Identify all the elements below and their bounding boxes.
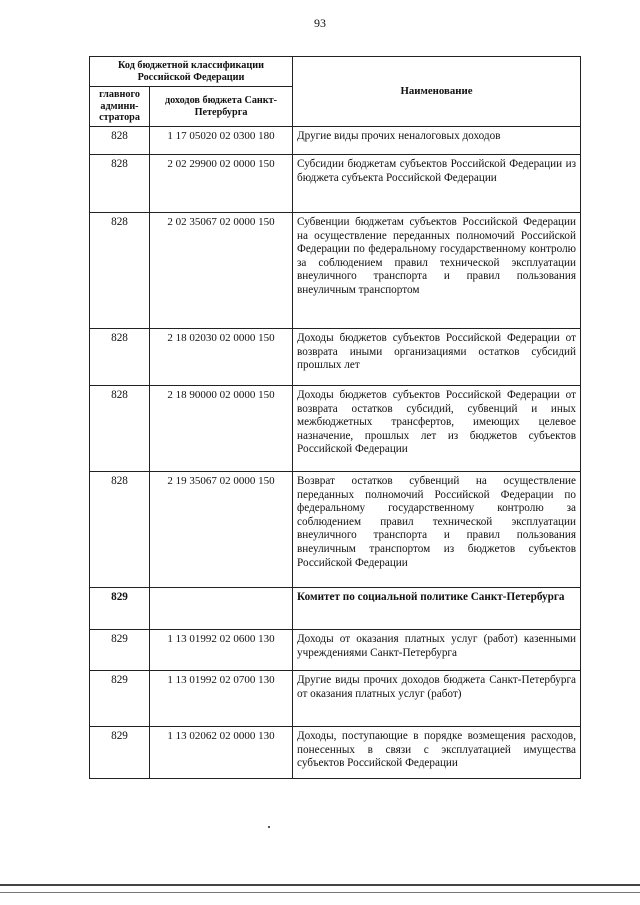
admin-code-cell: 829: [90, 727, 150, 779]
revenue-code-cell: 1 17 05020 02 0300 180: [150, 127, 293, 155]
admin-code-cell: 828: [90, 213, 150, 329]
header-classification-code: Код бюджетной классификации Российской Федерации: [90, 57, 293, 87]
revenue-code-cell: 2 18 02030 02 0000 150: [150, 329, 293, 386]
scan-speck: [268, 826, 270, 828]
revenue-name-cell: Возврат остатков субвенций на осуществление переданных полномочий Российской Федерации по федеральному государственному контролю за соблюдением правил технической эксплуатации внеуличного транспорта и правил пользования внеуличным транспортом из бюджетов субъектов Российской Федерации: [293, 472, 581, 588]
admin-code-cell: 829: [90, 630, 150, 671]
table-row: [90, 671, 581, 727]
admin-code-cell: 829: [90, 671, 150, 727]
table-row: [90, 329, 581, 386]
admin-code-cell: 828: [90, 386, 150, 472]
header-budget-revenue-code: доходов бюджета Санкт-Петербурга: [150, 87, 293, 127]
table-row: [90, 127, 581, 155]
header-name: Наименование: [293, 57, 581, 127]
revenue-name-cell: Другие виды прочих неналоговых доходов: [293, 127, 581, 155]
table-row: [90, 155, 581, 213]
budget-classification-table: [89, 56, 581, 779]
revenue-code-cell: 2 19 35067 02 0000 150: [150, 472, 293, 588]
revenue-name-cell: Доходы от оказания платных услуг (работ) казенными учреждениями Санкт-Петербурга: [293, 630, 581, 671]
revenue-name-cell: Субвенции бюджетам субъектов Российской Федерации на осуществление переданных полномочий Российской Федерации по федеральному государственному контролю за соблюдением правил технической эксплуатации внеуличного транспорта и правил пользования внеуличным транспортом: [293, 213, 581, 329]
revenue-code-cell: [150, 588, 293, 630]
admin-code-cell: 829: [90, 588, 150, 630]
admin-code-cell: 828: [90, 127, 150, 155]
table-row: [90, 213, 581, 329]
revenue-name-cell: Доходы бюджетов субъектов Российской Федерации от возврата иными организациями остатков субсидий прошлых лет: [293, 329, 581, 386]
header-chief-administrator: главного админи-стратора: [90, 87, 150, 127]
table-row-section-heading: [90, 588, 581, 630]
revenue-name-cell: Доходы бюджетов субъектов Российской Федерации от возврата остатков субсидий, субвенций и иных межбюджетных трансфертов, имеющих целевое назначение, прошлых лет из бюджетов субъектов Российской Федерации: [293, 386, 581, 472]
admin-code-cell: 828: [90, 472, 150, 588]
revenue-code-cell: 1 13 02062 02 0000 130: [150, 727, 293, 779]
revenue-name-cell: Другие виды прочих доходов бюджета Санкт-Петербурга от оказания платных услуг (работ): [293, 671, 581, 727]
revenue-name-cell: Комитет по социальной политике Санкт-Петербурга: [293, 588, 581, 630]
revenue-code-cell: 2 02 29900 02 0000 150: [150, 155, 293, 213]
table-row: [90, 386, 581, 472]
table-row: [90, 630, 581, 671]
revenue-code-cell: 2 18 90000 02 0000 150: [150, 386, 293, 472]
page-number: 93: [314, 16, 326, 30]
revenue-code-cell: 2 02 35067 02 0000 150: [150, 213, 293, 329]
admin-code-cell: 828: [90, 329, 150, 386]
revenue-name-cell: Доходы, поступающие в порядке возмещения расходов, понесенных в связи с эксплуатацией имущества субъектов Российской Федерации: [293, 727, 581, 779]
scan-bottom-edge: [0, 884, 640, 886]
revenue-code-cell: 1 13 01992 02 0700 130: [150, 671, 293, 727]
revenue-code-cell: 1 13 01992 02 0600 130: [150, 630, 293, 671]
table-row: [90, 727, 581, 779]
scan-bottom-edge-secondary: [0, 892, 640, 893]
admin-code-cell: 828: [90, 155, 150, 213]
table-row: [90, 472, 581, 588]
revenue-name-cell: Субсидии бюджетам субъектов Российской Федерации из бюджета субъекта Российской Федерации: [293, 155, 581, 213]
